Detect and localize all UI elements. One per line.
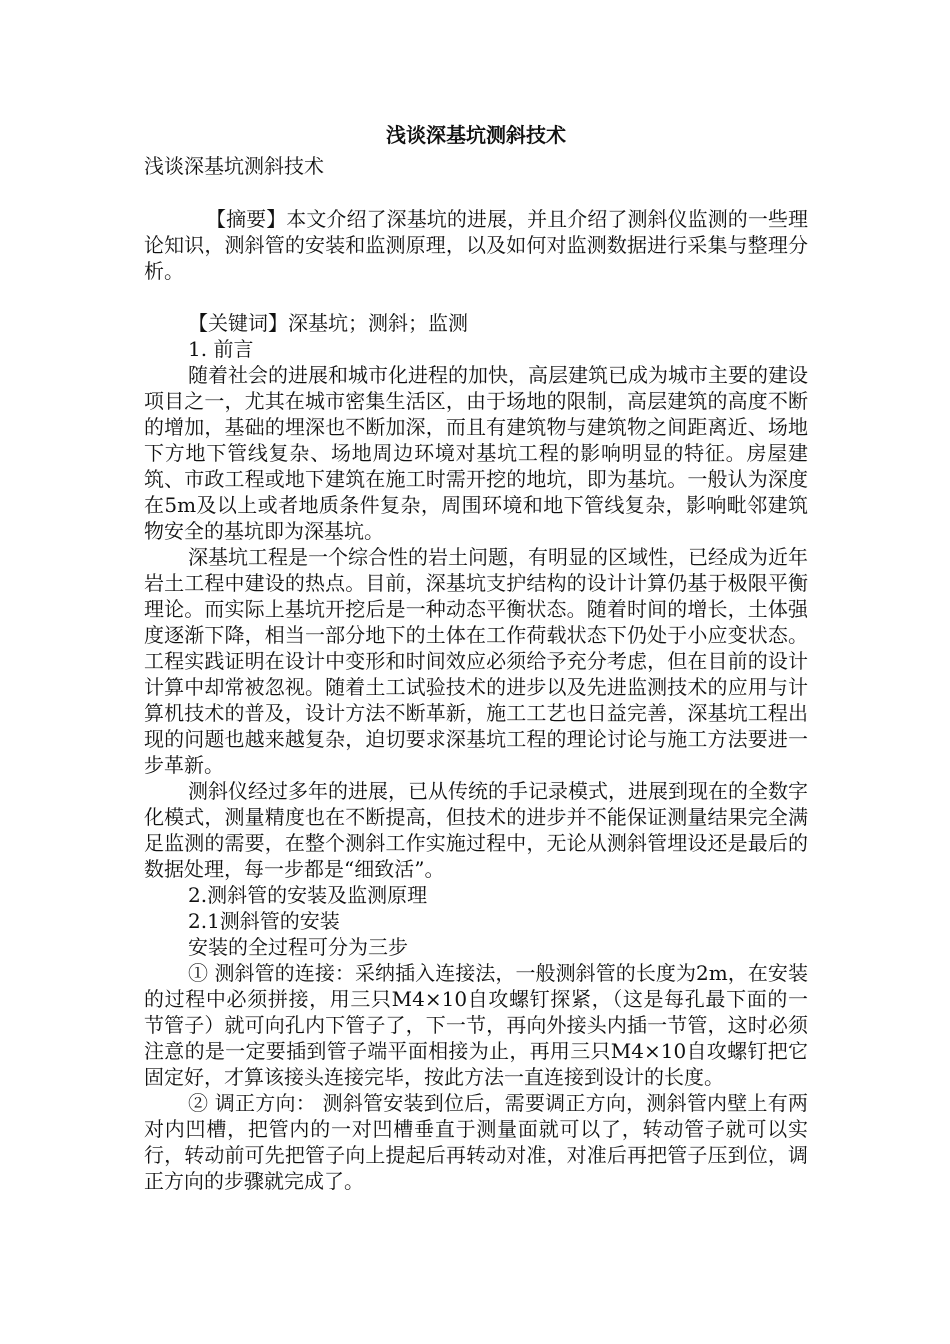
body-paragraph-4: 安装的全过程可分为三步 xyxy=(188,935,408,959)
abstract-paragraph: 【摘要】本文介绍了深基坑的进展，并且介绍了测斜仪监测的一些理论知识，测斜管的安装和监测原理，以及如何对监测数据进行采集与整理分析。 xyxy=(144,207,808,283)
body-paragraph-3: 测斜仪经过多年的进展，已从传统的手记录模式，进展到现在的全数字化模式，测量精度也在不断提高，但技术的进步并不能保证测量结果完全满足监测的需要，在整个测斜工作实施过程中，无论从测斜管埋设还是最后的数据处理，每一步都是“细致活”。 xyxy=(144,779,808,881)
body-paragraph-2: 深基坑工程是一个综合性的岩土问题，有明显的区域性，已经成为近年岩土工程中建设的热点。目前，深基坑支护结构的设计计算仍基于极限平衡理论。而实际上基坑开挖后是一种动态平衡状态。随着时间的增长，土体强度逐渐下降，相当一部分地下的土体在工作荷载状态下仍处于小应变状态。工程实践证明在设计中变形和时间效应必须给予充分考虑，但在目前的设计计算中却常被忽视。随着土工试验技术的进步以及先进监测技术的应用与计算机技术的普及，设计方法不断革新，施工工艺也日益完善，深基坑工程出现的问题也越来越复杂，迫切要求深基坑工程的理论讨论与施工方法要进一步革新。 xyxy=(144,545,808,777)
document-title: 浅谈深基坑测斜技术 xyxy=(386,123,566,147)
section-1-heading: 1. 前言 xyxy=(188,337,254,361)
document-page xyxy=(144,118,808,1194)
spacer xyxy=(144,180,808,206)
section-2-heading: 2.测斜管的安装及监测原理 xyxy=(188,883,428,907)
spacer xyxy=(144,284,808,310)
document-subtitle: 浅谈深基坑测斜技术 xyxy=(144,154,324,178)
section-2-1-heading: 2.1测斜管的安装 xyxy=(188,909,340,933)
step-2-paragraph: ② 调正方向： 测斜管安装到位后，需要调正方向，测斜管内壁上有两对内凹槽，把管内的一对凹槽垂直于测量面就可以了，转动管子就可以实行，转动前可先把管子向上提起后再转动对准，对准后再把管子压到位，调正方向的步骤就完成了。 xyxy=(144,1091,808,1193)
body-paragraph-1: 随着社会的进展和城市化进程的加快，高层建筑已成为城市主要的建设项目之一，尤其在城市密集生活区，由于场地的限制，高层建筑的高度不断的增加，基础的埋深也不断加深，而且有建筑物与建筑物之间距离近、场地下方地下管线复杂、场地周边环境对基坑工程的影响明显的特征。房屋建筑、市政工程或地下建筑在施工时需开挖的地坑，即为基坑。一般认为深度在5m及以上或者地质条件复杂，周围环境和地下管线复杂，影响毗邻建筑物安全的基坑即为深基坑。 xyxy=(144,363,808,543)
step-1-paragraph: ① 测斜管的连接：采纳插入连接法，一般测斜管的长度为2m，在安装的过程中必须拼接，用三只M4×10自攻螺钉探紧，（这是每孔最下面的一节管子）就可向孔内下管子了，下一节，再向外接头内插一节管，这时必须注意的是一定要插到管子端平面相接为止，再用三只M4×10自攻螺钉把它固定好，才算该接头连接完毕，按此方法一直连接到设计的长度。 xyxy=(144,961,808,1089)
keywords-line: 【关键词】深基坑；测斜；监测 xyxy=(188,311,468,335)
